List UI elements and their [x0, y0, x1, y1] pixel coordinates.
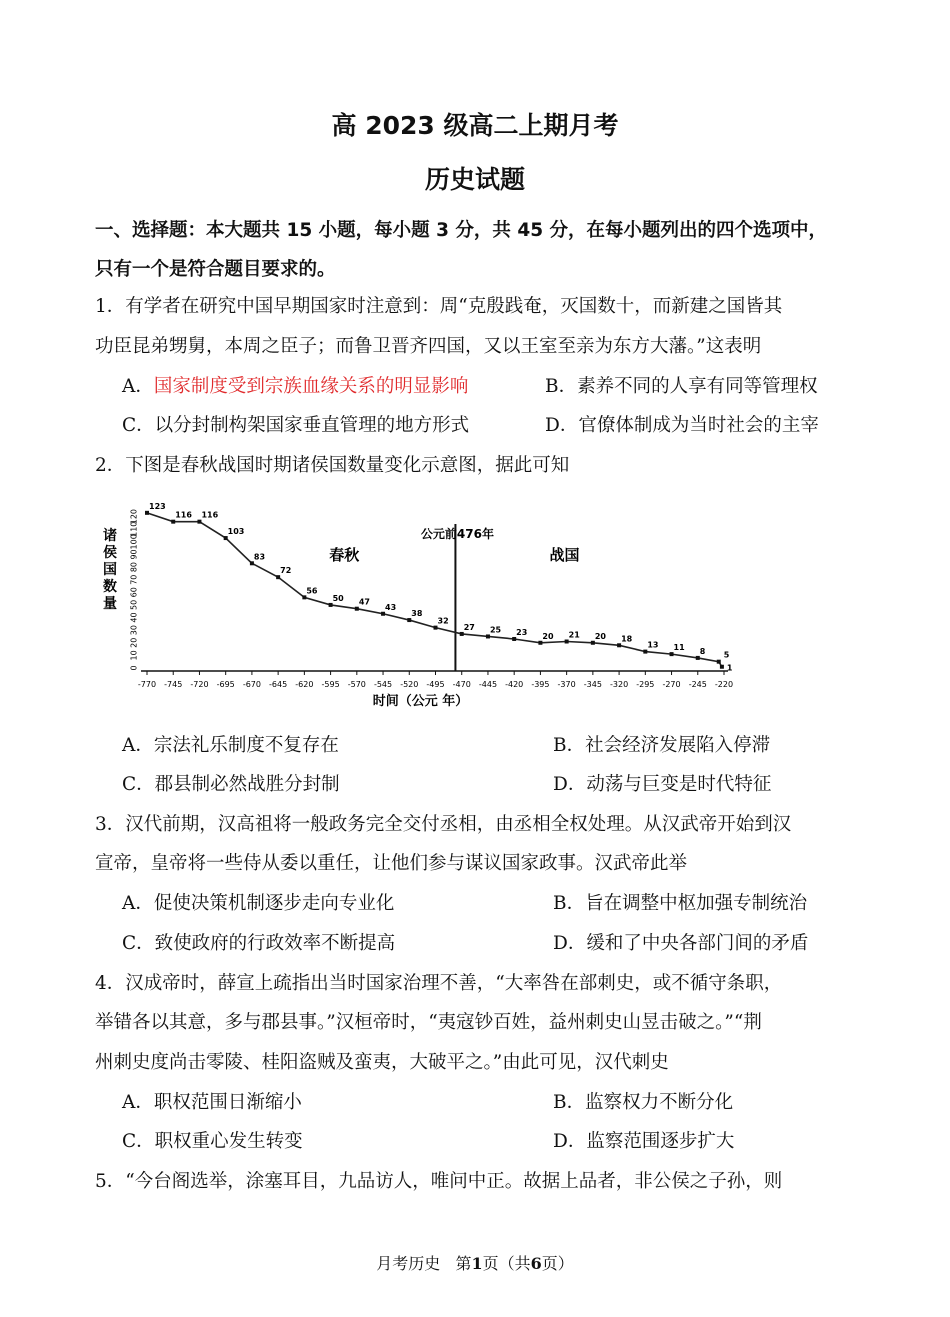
- data-label: 116: [201, 510, 219, 520]
- data-label: 83: [253, 552, 266, 562]
- data-point: [197, 520, 201, 524]
- data-label: 5: [723, 650, 730, 660]
- q3-stem-line1: 3．汉代前期，汉高祖将一般政务完全交付丞相，由丞相全权处理。从汉武帝开始到汉: [95, 814, 792, 835]
- q3-option-c: C．致使政府的行政效率不断提高: [122, 933, 396, 954]
- q4-option-d: D．监察范围逐步扩大: [553, 1131, 735, 1152]
- q2-stem: 2．下图是春秋战国时期诸侯国数量变化示意图，据此可知: [95, 455, 570, 476]
- y-tick-label: 10: [129, 650, 139, 661]
- x-tick-label: -570: [347, 680, 366, 689]
- section-instructions-line2: 只有一个是符合题目要求的。: [95, 259, 336, 280]
- y-tick-label: 120: [129, 508, 139, 525]
- q2-option-a: A．宗法礼乐制度不复存在: [122, 735, 339, 756]
- data-label: 103: [227, 527, 245, 537]
- data-point: [486, 634, 490, 638]
- x-tick-label: -420: [505, 680, 524, 689]
- x-tick-label: -470: [452, 680, 471, 689]
- data-point: [512, 637, 516, 641]
- data-label: 43: [385, 602, 397, 612]
- section-instructions-line1: 一、选择题：本大题共 15 小题，每小题 3 分，共 45 分，在每小题列出的四个选项中，: [95, 220, 828, 241]
- y-tick-label: 90: [129, 549, 139, 560]
- data-point: [355, 607, 359, 611]
- data-label: 11: [673, 643, 685, 653]
- data-label: 13: [647, 640, 659, 650]
- data-point: [460, 632, 464, 636]
- x-tick-label: -320: [610, 680, 629, 689]
- data-label: 123: [149, 501, 166, 511]
- data-label: 20: [594, 631, 607, 641]
- y-axis-label-char: 量: [103, 596, 117, 612]
- q2-option-d: D．动荡与巨变是时代特征: [553, 774, 772, 795]
- data-point: [381, 612, 385, 616]
- data-label: 8: [699, 646, 706, 656]
- data-label: 1: [726, 663, 733, 673]
- data-point: [171, 520, 175, 524]
- q4-option-a: A．职权范围日渐缩小: [122, 1092, 302, 1113]
- exam-subtitle: 历史试题: [424, 165, 525, 194]
- x-tick-label: -670: [242, 680, 261, 689]
- y-axis-label-char: 侯: [103, 545, 117, 561]
- q4-stem-line2: 举错各以其意，多与郡县事。”汉桓帝时，“夷寇钞百姓，益州刺史山昱击破之。”“荆: [95, 1012, 762, 1033]
- x-tick-label: -745: [164, 680, 183, 689]
- x-tick-label: -620: [295, 680, 314, 689]
- x-tick-label: -220: [714, 680, 734, 689]
- region-label-spring-autumn: 春秋: [329, 546, 360, 564]
- data-point: [329, 603, 333, 607]
- x-tick-label: -395: [531, 680, 550, 689]
- q3-stem-line2: 宣帝，皇帝将一些侍从委以重任，让他们参与谋议国家政事。汉武帝此举: [95, 853, 688, 874]
- data-point: [407, 618, 411, 622]
- data-point: [250, 561, 254, 565]
- x-tick-label: -345: [583, 680, 602, 689]
- y-tick-label: 40: [129, 612, 139, 623]
- data-point: [145, 511, 149, 515]
- x-tick-label: -720: [190, 680, 209, 689]
- vassal-states-chart: [100, 492, 750, 712]
- y-tick-label: 50: [129, 599, 139, 611]
- page-footer: 月考历史 第1页（共6页）: [376, 1254, 574, 1273]
- y-axis-label-char: 数: [103, 579, 117, 595]
- x-tick-label: -445: [478, 680, 498, 689]
- y-axis-label-char: 诸: [103, 528, 117, 544]
- data-label: 56: [306, 586, 318, 596]
- x-tick-label: -545: [373, 680, 393, 689]
- x-tick-label: -770: [137, 680, 157, 689]
- data-label: 47: [358, 597, 370, 607]
- q1-option-d: D．官僚体制成为当时社会的主宰: [545, 415, 819, 436]
- q3-option-a: A．促使决策机制逐步走向专业化: [122, 893, 395, 914]
- y-tick-label: 60: [129, 587, 139, 598]
- x-tick-label: -645: [269, 680, 288, 689]
- q4-option-b: B．监察权力不断分化: [553, 1092, 734, 1113]
- data-label: 32: [437, 616, 449, 626]
- data-point: [617, 643, 621, 647]
- data-point: [670, 652, 674, 656]
- data-point: [717, 660, 721, 664]
- q3-option-b: B．旨在调整中枢加强专制统治: [553, 893, 808, 914]
- q1-option-c: C．以分封制构架国家垂直管理的地方形式: [122, 415, 470, 436]
- q1-option-b: B．素养不同的人享有同等管理权: [545, 376, 818, 397]
- data-label: 27: [463, 622, 475, 632]
- data-point: [276, 575, 280, 579]
- y-tick-label: 80: [129, 561, 139, 573]
- q2-option-c: C．郡县制必然战胜分封制: [122, 774, 340, 795]
- data-label: 38: [411, 609, 423, 619]
- q1-stem-line1: 1．有学者在研究中国早期国家时注意到：周“克殷践奄，灭国数十，而新建之国皆其: [95, 296, 783, 317]
- data-point: [696, 656, 700, 660]
- y-tick-label: 20: [129, 637, 139, 648]
- x-axis-ticks: [138, 671, 733, 689]
- x-tick-label: -520: [400, 680, 419, 689]
- data-point: [720, 665, 724, 669]
- region-label-warring-states: 战国: [549, 546, 580, 564]
- q4-option-c: C．职权重心发生转变: [122, 1131, 303, 1152]
- q4-stem-line1: 4．汉成帝时，薛宣上疏指出当时国家治理不善，“大率咎在部刺史，或不循守条职，: [95, 973, 783, 994]
- q1-stem-line2: 功臣昆弟甥舅，本周之臣子；而鲁卫晋齐四国，又以王室至亲为东方大藩。”这表明: [95, 336, 762, 357]
- y-tick-label: 100: [129, 534, 139, 550]
- data-point: [643, 650, 647, 654]
- q2-option-b: B．社会经济发展陷入停滞: [553, 735, 771, 756]
- x-tick-label: -270: [662, 680, 681, 689]
- x-tick-label: -295: [636, 680, 655, 689]
- y-tick-label: 70: [129, 574, 139, 585]
- data-label: 20: [542, 631, 554, 641]
- x-axis-label: 时间（公元 年）: [372, 694, 469, 709]
- y-tick-label: 110: [129, 521, 139, 537]
- data-point: [224, 536, 228, 540]
- data-point: [302, 595, 306, 599]
- divider-label: 公元前476年: [420, 527, 494, 541]
- data-point: [591, 641, 595, 645]
- y-axis-ticks: [130, 509, 139, 671]
- data-label: 23: [516, 627, 528, 637]
- data-label: 116: [175, 510, 192, 520]
- data-label: 50: [332, 593, 344, 603]
- x-tick-label: -595: [321, 680, 340, 689]
- q5-stem-line1: 5．“今台阁选举，涂塞耳目，九品访人，唯问中正。故据上品者，非公侯之子孙，则: [95, 1171, 783, 1192]
- y-tick-label: 0: [129, 665, 139, 671]
- y-tick-label: 30: [129, 625, 139, 636]
- q3-option-d: D．缓和了中央各部门间的矛盾: [553, 933, 809, 954]
- x-tick-label: -245: [688, 680, 707, 689]
- y-axis-label: [103, 527, 117, 612]
- data-label: 18: [621, 634, 633, 644]
- data-label: 21: [568, 630, 580, 640]
- q4-stem-line3: 州刺史度尚击零陵、桂阳盗贼及蛮夷，大破平之。”由此可见，汉代刺史: [95, 1052, 669, 1073]
- data-label: 72: [280, 566, 292, 576]
- y-axis-label-char: 国: [103, 562, 117, 578]
- x-tick-label: -495: [426, 680, 445, 689]
- data-point: [538, 641, 542, 645]
- q1-option-a: A．国家制度受到宗族血缘关系的明显影响: [122, 376, 469, 397]
- exam-title: 高 2023 级高二上期月考: [331, 111, 619, 140]
- data-label: 25: [489, 625, 502, 635]
- x-tick-label: -695: [216, 680, 235, 689]
- data-point: [434, 626, 438, 630]
- x-tick-label: -370: [557, 680, 576, 689]
- data-point: [565, 640, 569, 644]
